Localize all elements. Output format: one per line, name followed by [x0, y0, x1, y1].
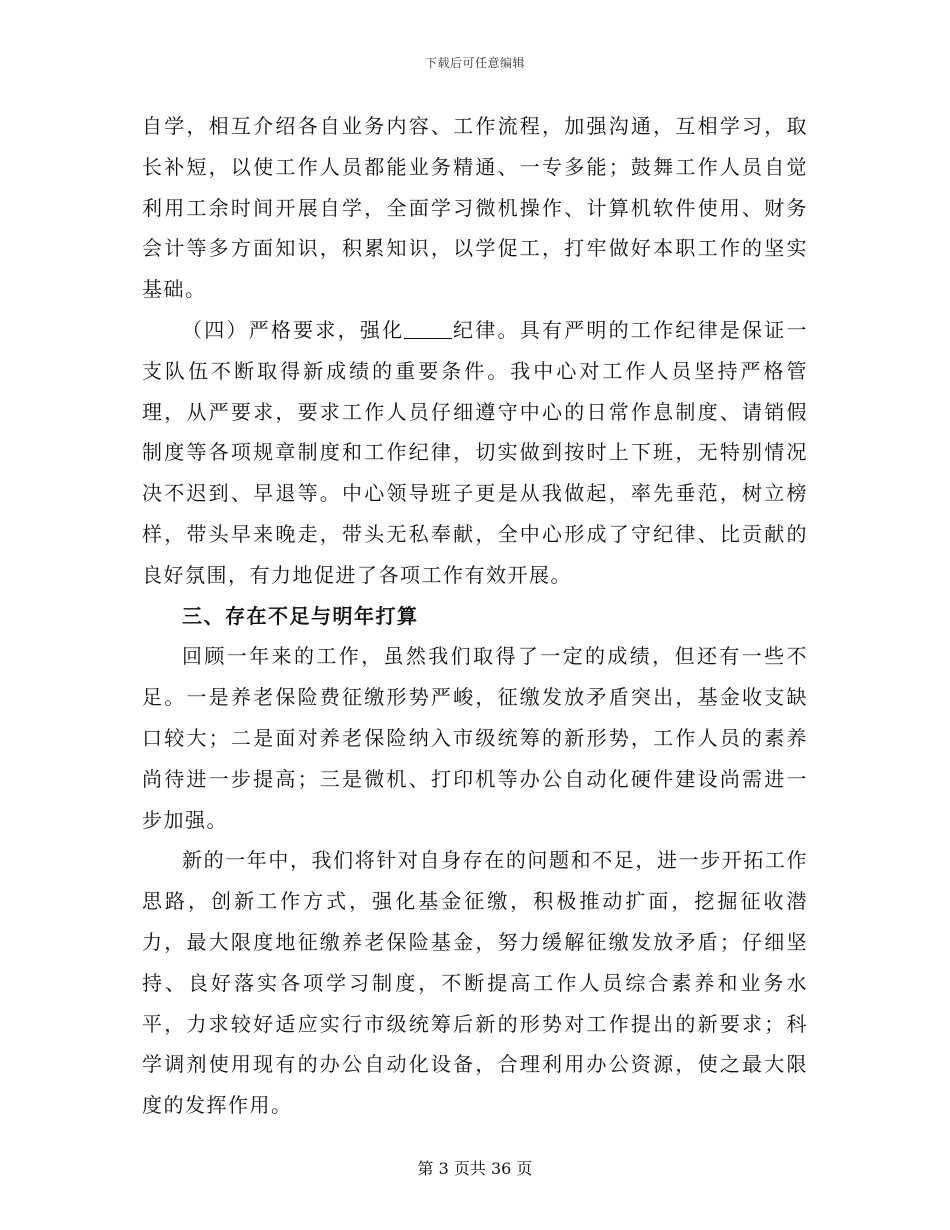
page-header: 下载后可任意编辑: [424, 56, 525, 70]
document-body: [142, 106, 808, 1126]
paragraph-3: 回顾一年来的工作，虽然我们取得了一定的成绩，但还有一些不足。一是养老保险费征缴形势严峻，征缴发放矛盾突出，基金收支缺口较大；二是面对养老保险纳入市级统筹的新形势，工作人员的素养尚待进一步提高；三是微机、打印机等办公自动化硬件建设尚需进一步加强。: [142, 644, 808, 832]
section-heading: 三、存在不足与明年打算: [182, 603, 419, 628]
paragraph-1: 自学，相互介绍各自业务内容、工作流程，加强沟通，互相学习，取长补短，以使工作人员都能业务精通、一专多能；鼓舞工作人员自觉利用工余时间开展自学，全面学习微机操作、计算机软件使用、财务会计等多方面知识，积累知识，以学促工，打牢做好本职工作的坚实基础。: [142, 114, 808, 302]
paragraph-2: [142, 310, 808, 596]
paragraph-4: 新的一年中，我们将针对自身存在的问题和不足，进一步开拓工作思路，创新工作方式，强化基金征缴，积极推动扩面，挖掘征收潜力，最大限度地征缴养老保险基金，努力缓解征缴发放矛盾；仔细坚持、良好落实各项学习制度，不断提高工作人员综合素养和业务水平，力求较好适应实行市级统筹后新的形势对工作提出的新要求；科学调剂使用现有的办公自动化设备，合理利用办公资源，使之最大限度的发挥作用。: [142, 848, 808, 1118]
page-footer: 第 3 页共 36 页: [417, 1159, 533, 1178]
paragraph-2-part-2: 纪律。具有严明的工作纪律是保证一支队伍不断取得新成绩的重要条件。我中心对工作人员坚持严格管理，从严要求，要求工作人员仔细遵守中心的日常作息制度、请销假制度等各项规章制度和工作纪律，切实做到按时上下班，无特别情况决不迟到、早退等。中心领导班子更是从我做起，率先垂范，树立榜样，带头早来晚走，带头无私奉献，全中心形成了守纪律、比贡献的良好氛围，有力地促进了各项工作有效开展。: [142, 317, 809, 587]
blank-underline: [404, 320, 452, 339]
paragraph-2-part-1: （四）严格要求，强化: [182, 317, 405, 342]
